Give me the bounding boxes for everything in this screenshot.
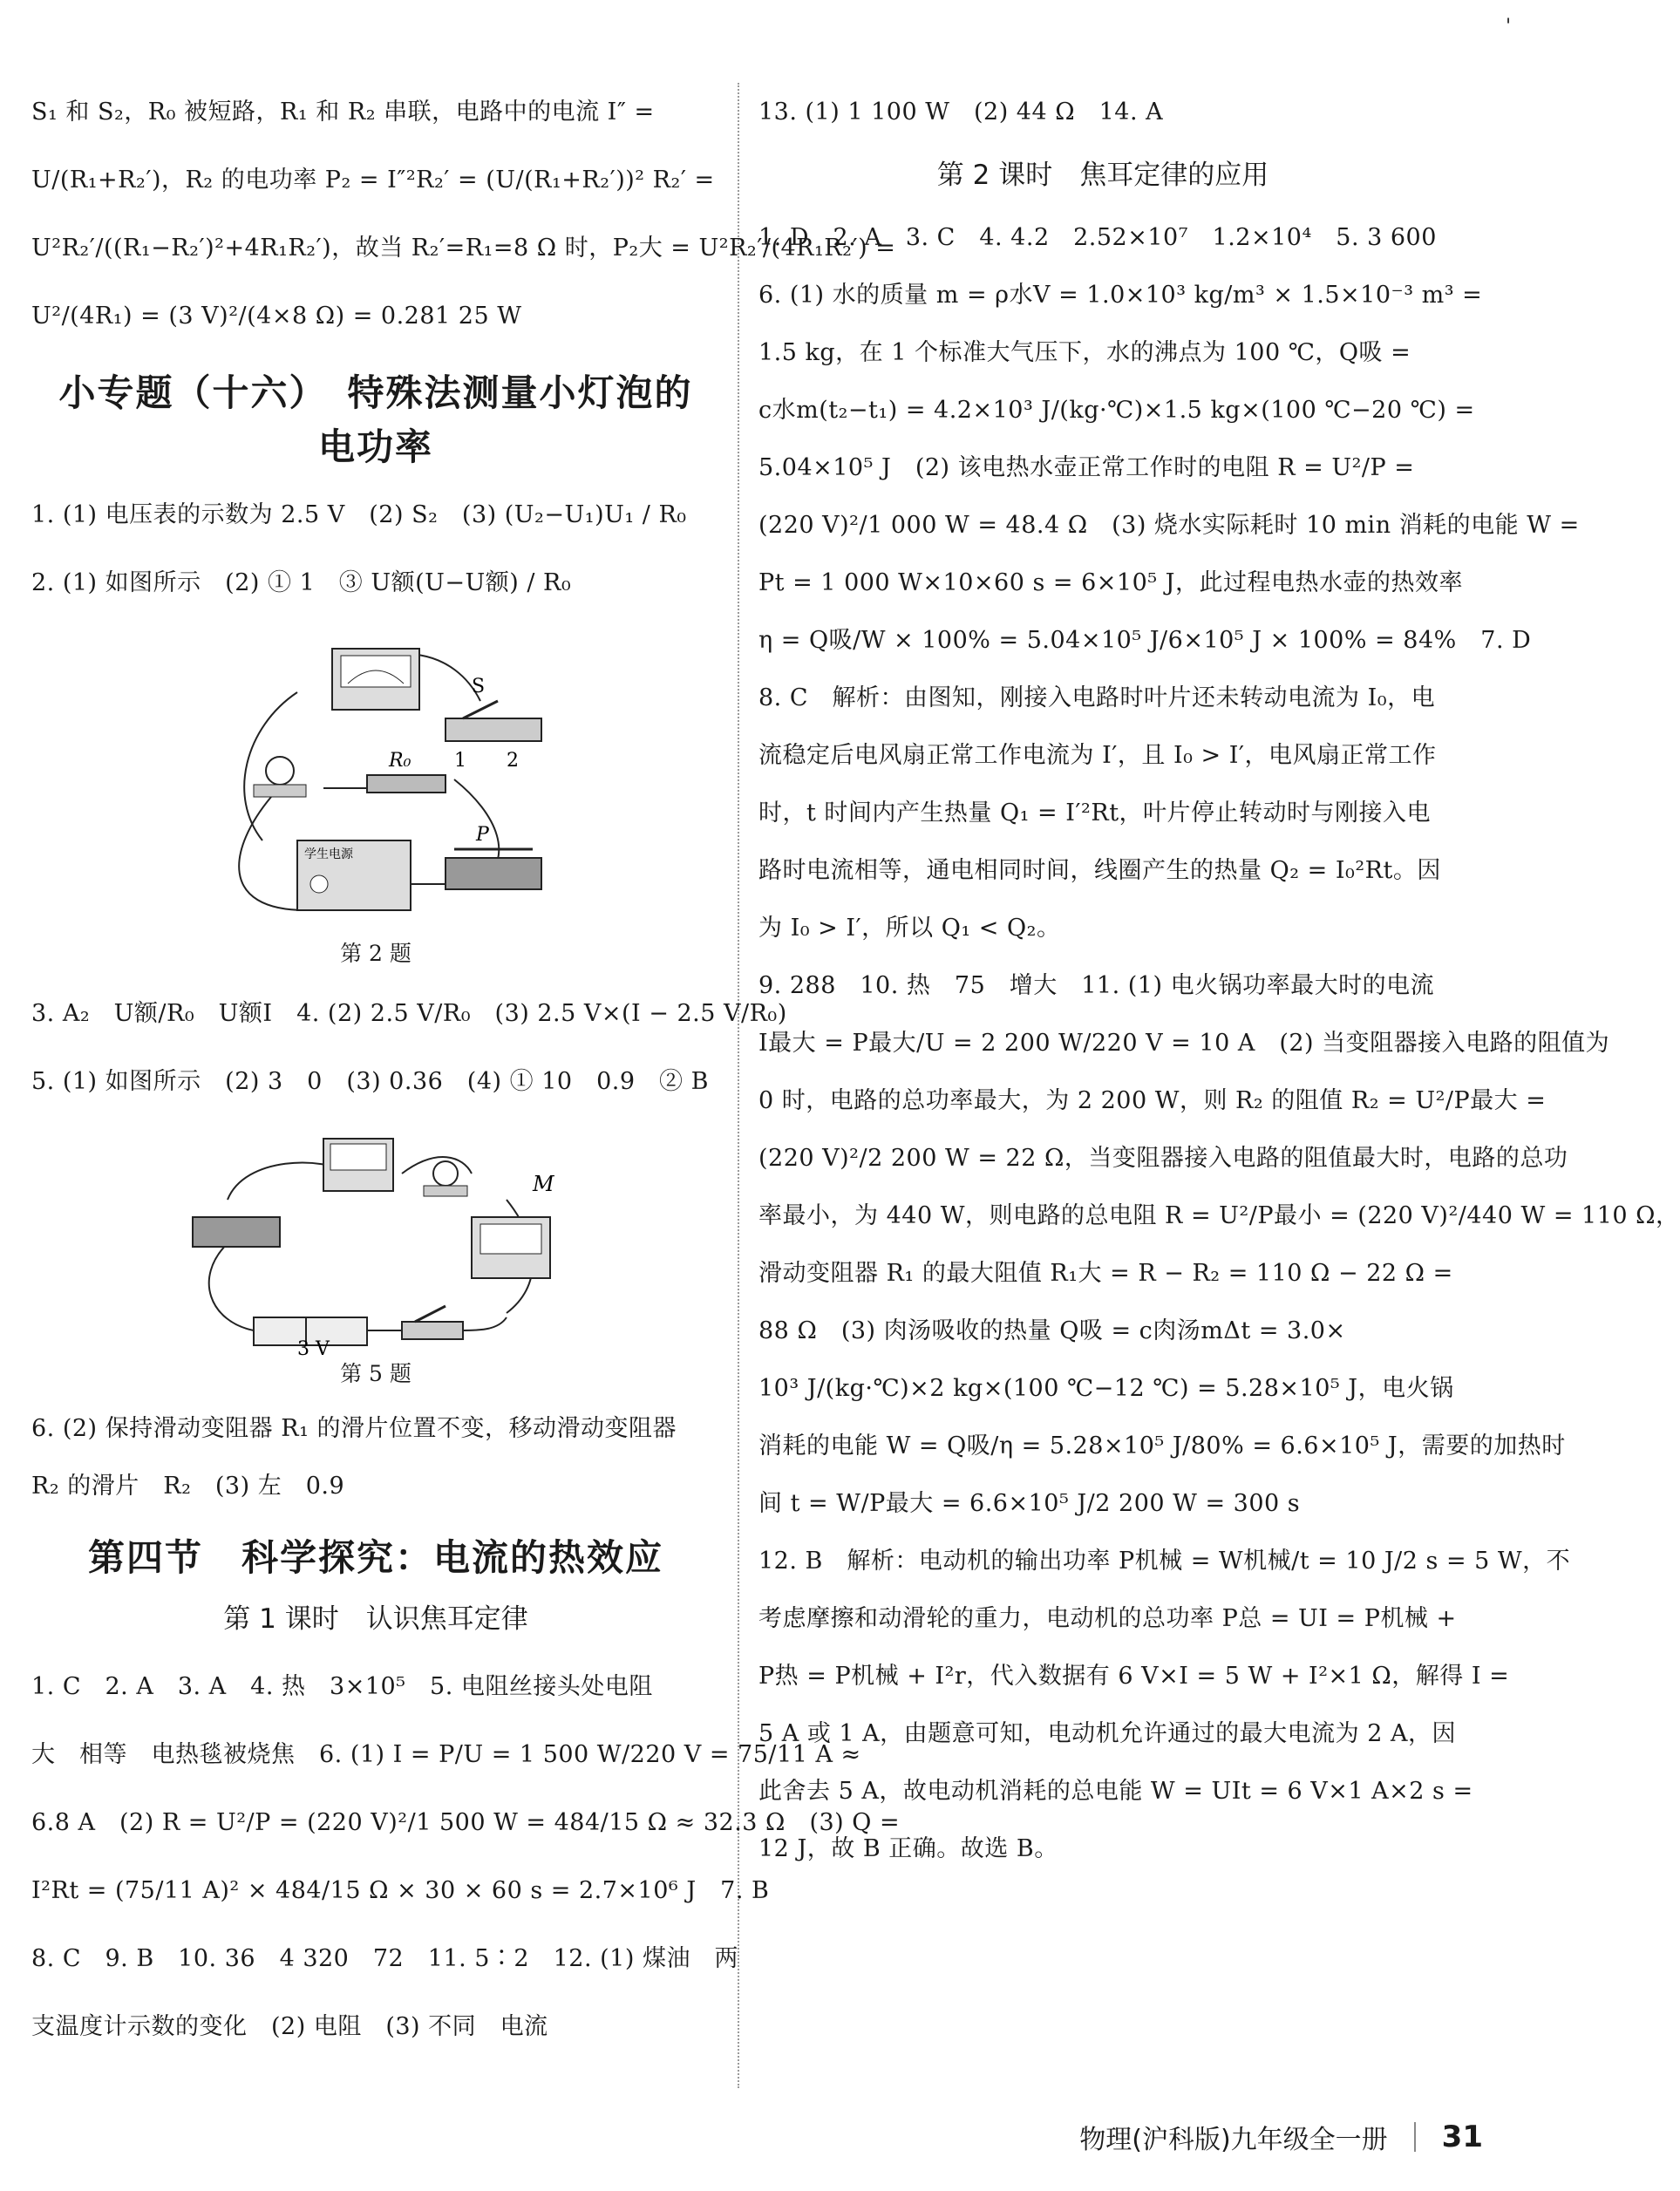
figure-5-caption: 第 5 题 — [340, 1361, 411, 1386]
bulb-icon — [254, 757, 306, 797]
answer-q6-line-2: R₂ 的滑片 R₂ (3) 左 0.9 — [31, 1473, 345, 1500]
text-line: c水m(t₂−t₁) = 4.2×10³ J/(kg·℃)×1.5 kg×(100 ℃−20 ℃) = — [758, 397, 1475, 424]
answer-q1: 1. (1) 电压表的示数为 2.5 V (2) S₂ (3) (U₂−U₁)U₁ / R₀ — [31, 501, 687, 528]
text-line: 此舍去 5 A，故电动机消耗的总电能 W = UIt = 6 V×1 A×2 s = — [758, 1778, 1473, 1805]
text-line: 路时电流相等，通电相同时间，线圈产生的热量 Q₂ = I₀²Rt。因 — [758, 857, 1441, 884]
text-line: (220 V)²/2 200 W = 22 Ω，当变阻器接入电路的阻值最大时，电路的总功 — [758, 1145, 1568, 1172]
column-divider — [738, 83, 739, 2088]
text-line: (220 V)²/1 000 W = 48.4 Ω (3) 烧水实际耗时 10 min 消耗的电能 W = — [758, 512, 1580, 539]
ammeter-icon — [472, 1217, 550, 1278]
lesson-1-answers — [31, 1653, 901, 2061]
text-line: 9. 288 10. 热 75 增大 11. (1) 电火锅功率最大时的电流 — [758, 972, 1435, 999]
lesson-1-heading: 第 1 课时 认识焦耳定律 — [223, 1603, 528, 1635]
text-line: 6. (1) 水的质量 m = ρ水V = 1.0×10³ kg/m³ × 1.5×10⁻³ m³ = — [758, 282, 1483, 309]
text-line: 消耗的电能 W = Q吸/η = 5.28×10⁵ J/80% = 6.6×10⁵ J，需要的加热时 — [758, 1432, 1566, 1460]
figure-question-2 — [31, 623, 720, 971]
left-column — [31, 78, 901, 2061]
lesson-2-heading: 第 2 课时 焦耳定律的应用 — [936, 160, 1269, 191]
circuit-diagram-2 — [193, 623, 559, 936]
text-line: 1.5 kg，在 1 个标准大气压下，水的沸点为 100 ℃，Q吸 = — [758, 339, 1411, 366]
text-line: 率最小，为 440 W，则电路的总电阻 R = U²/P最小 = (220 V)²/440 W = 110 Ω， — [758, 1202, 1680, 1229]
text-line: Pt = 1 000 W×10×60 s = 6×10⁵ J，此过程电热水壶的热效率 — [758, 569, 1464, 596]
text-line: 1. D 2. A 3. C 4. 4.2 2.52×10⁷ 1.2×10⁴ 5. 3 600 — [758, 224, 1437, 251]
text-line: 8. C 9. B 10. 36 4 320 72 11. 5∶2 12. (1) 煤油 两 — [31, 1945, 738, 1972]
text-line: 88 Ω (3) 肉汤吸收的热量 Q吸 = c肉汤mΔt = 3.0× — [758, 1317, 1346, 1344]
text-line: 5.04×10⁵ J (2) 该电热水壶正常工作时的电阻 R = U²/P = — [758, 454, 1415, 481]
label-supply: 学生电源 — [304, 847, 353, 861]
text-line: 间 t = W/P最大 = 6.6×10⁵ J/2 200 W = 300 s — [758, 1490, 1301, 1517]
label-p: P — [476, 824, 489, 846]
circuit-diagram-5 — [175, 1121, 576, 1360]
section-heading: 第四节 科学探究：电流的热效应 — [87, 1536, 663, 1579]
text-line: 1. C 2. A 3. A 4. 热 3×10⁵ 5. 电阻丝接头处电阻 — [31, 1673, 653, 1700]
lesson-2-answers — [758, 209, 1680, 1878]
label-s: S — [472, 676, 486, 697]
answer-q13-q14: 13. (1) 1 100 W (2) 44 Ω 14. A — [758, 99, 1164, 126]
right-column — [758, 78, 1680, 1878]
text-line: η = Q吸/W × 100% = 5.04×10⁵ J/6×10⁵ J × 100% = 84% 7. D — [758, 627, 1532, 654]
figure-2-caption: 第 2 题 — [340, 941, 411, 966]
text-line: 时，t 时间内产生热量 Q₁ = I′²Rt，叶片停止转动时与刚接入电 — [758, 800, 1432, 827]
page-number: 31 — [1441, 2120, 1483, 2154]
text-line: 滑动变阻器 R₁ 的最大阻值 R₁大 = R − R₂ = 110 Ω − 22 Ω = — [758, 1260, 1453, 1287]
corner-mark: ' — [1505, 16, 1511, 37]
topic-heading-line-2: 电功率 — [317, 425, 433, 468]
text-line: 考虑摩擦和动滑轮的重力，电动机的总功率 P总 = UI = P机械 + — [758, 1605, 1457, 1632]
text-line: I最大 = P最大/U = 2 200 W/220 V = 10 A (2) 当变阻器接入电路的阻值为 — [758, 1030, 1610, 1057]
text-line: 8. C 解析：由图知，刚接入电路时叶片还未转动电流为 I₀，电 — [758, 684, 1436, 711]
text-line: 支温度计示数的变化 (2) 电阻 (3) 不同 电流 — [31, 2013, 548, 2040]
footer-divider — [1414, 2122, 1416, 2152]
text-line: 10³ J/(kg·℃)×2 kg×(100 ℃−12 ℃) = 5.28×10⁵ J，电火锅 — [758, 1375, 1454, 1402]
text-line: 5 A 或 1 A，由题意可知，电动机允许通过的最大电流为 2 A，因 — [758, 1720, 1457, 1747]
text-line: U²/(4R₁) = (3 V)²/(4×8 Ω) = 0.281 25 W — [31, 303, 522, 330]
text-line: P热 = P机械 + I²r，代入数据有 6 V×I = 5 W + I²×1 Ω，解得 I = — [758, 1663, 1510, 1690]
label-r0: R₀ — [389, 750, 411, 772]
switch-icon — [402, 1306, 463, 1339]
topic-heading — [31, 366, 720, 474]
text-line: S₁ 和 S₂，R₀ 被短路，R₁ 和 R₂ 串联，电路中的电流 I″ = — [31, 99, 655, 126]
text-line: 大 相等 电热毯被烧焦 6. (1) I = P/U = 1 500 W/220 V = 75/11 A ≈ — [31, 1741, 861, 1768]
resistor-r0-icon — [367, 775, 446, 793]
label-3v: 3 V — [297, 1338, 330, 1360]
answer-q3-q4: 3. A₂ U额/R₀ U额I 4. (2) 2.5 V/R₀ (3) 2.5 V×(I − 2.5 V/R₀) — [31, 1000, 787, 1027]
text-line: 为 I₀ > I′，所以 Q₁ < Q₂。 — [758, 915, 1061, 942]
rheostat-icon — [193, 1217, 280, 1247]
text-line: 12 J，故 B 正确。故选 B。 — [758, 1835, 1058, 1862]
rheostat-icon — [446, 849, 541, 889]
voltmeter-icon — [332, 649, 419, 710]
text-line: U/(R₁+R₂′)，R₂ 的电功率 P₂ = I″²R₂′ = (U/(R₁+R₂′))² R₂′ = — [31, 167, 715, 194]
bulb-icon — [424, 1161, 467, 1196]
text-line: I²Rt = (75/11 A)² × 484/15 Ω × 30 × 60 s = 2.7×10⁶ J 7. B — [31, 1877, 770, 1904]
page-footer — [1079, 2118, 1483, 2156]
figure-question-5 — [31, 1121, 720, 1391]
left-top-block — [31, 78, 896, 350]
topic-heading-line-1: 小专题（十六） 特殊法测量小灯泡的 — [58, 371, 693, 414]
answer-q5: 5. (1) 如图所示 (2) 3 0 (3) 0.36 (4) ① 10 0.9 ② B — [31, 1068, 709, 1095]
text-line: U²R₂′/((R₁−R₂′)²+4R₁R₂′)，故当 R₂′=R₁=8 Ω 时，P₂大 = U²R₂′/(4R₁R₂′) = — [31, 235, 896, 262]
label-2: 2 — [507, 750, 519, 772]
text-line: 0 时，电路的总功率最大，为 2 200 W，则 R₂ 的阻值 R₂ = U²/P最大 = — [758, 1087, 1547, 1114]
text-line: 12. B 解析：电动机的输出功率 P机械 = W机械/t = 10 J/2 s = 5 W，不 — [758, 1548, 1571, 1575]
switch-icon — [446, 701, 541, 741]
voltmeter-icon — [323, 1139, 393, 1191]
answer-q6-line-1: 6. (2) 保持滑动变阻器 R₁ 的滑片位置不变，移动滑动变阻器 — [31, 1415, 677, 1442]
text-line: 6.8 A (2) R = U²/P = (220 V)²/1 500 W = 484/15 Ω ≈ 32.3 Ω (3) Q = — [31, 1809, 901, 1836]
footer-subject: 物理(沪科版)九年级全一册 — [1079, 2125, 1388, 2155]
text-line: 流稳定后电风扇正常工作电流为 I′，且 I₀ > I′，电风扇正常工作 — [758, 742, 1437, 769]
answer-q2: 2. (1) 如图所示 (2) ① 1 ③ U额(U−U额) / R₀ — [31, 569, 572, 596]
label-1: 1 — [454, 750, 466, 772]
label-m: M — [533, 1172, 554, 1196]
